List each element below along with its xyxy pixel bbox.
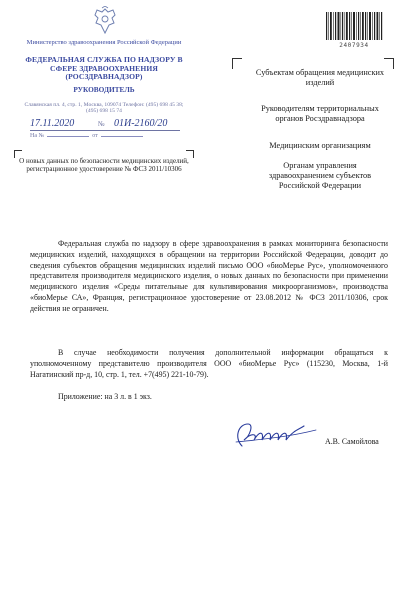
signer-name: А.В. Самойлова	[325, 437, 379, 446]
ref-no-label: На №	[30, 133, 45, 139]
head-title: РУКОВОДИТЕЛЬ	[73, 85, 135, 94]
addressee-3: Медицинским организациям	[269, 141, 371, 150]
registration-number: 01И-2160/20	[114, 118, 168, 129]
addressee-2: Руководителям территориальных органов Росздравнадзора	[261, 104, 379, 123]
coat-of-arms-icon	[92, 6, 118, 36]
addressee-1: Субъектам обращения медицинских изделий	[255, 68, 385, 87]
barcode-icon	[325, 12, 383, 40]
ref-from-blank	[101, 136, 143, 137]
registration-date: 17.11.2020	[30, 118, 75, 129]
addressee-bracket-left	[232, 58, 242, 69]
handwritten-signature	[224, 418, 324, 450]
barcode-number: 2407934	[339, 42, 369, 49]
body-paragraph-2: В случае необходимости получения дополнительной информации обращаться к уполномоченному представителю производителя ООО «биоМерье Рус» (115230, Москва, 1-й Нагатинский пр-д, 10, стр. 1, тел. +7(495) 221-10-79).	[30, 348, 388, 379]
number-prefix: №	[98, 120, 105, 128]
subject-text: О новых данных по безопасности медицинских изделий, регистрационное удостоверение № ФСЗ 2011/10306	[19, 157, 189, 174]
agency-name: ФЕДЕРАЛЬНАЯ СЛУЖБА ПО НАДЗОРУ В СФЕРЕ ЗДРАВООХРАНЕНИЯ (РОСЗДРАВНАДЗОР)	[25, 55, 183, 82]
addressee-4: Органам управления здравоохранением субъектов Российской Федерации	[268, 161, 372, 190]
ref-from-label: от	[92, 133, 98, 139]
attachment-note: Приложение: на 3 л. в 1 экз.	[58, 392, 152, 401]
registration-underline	[30, 130, 180, 131]
registration-line	[30, 120, 190, 132]
body-paragraph-1: Федеральная служба по надзору в сфере здравоохранения в рамках мониторинга безопасности медицинских изделий, находящихся в обращении на территории Российской Федерации, доводит до сведения субъектов обращения медицинских изделий письмо ООО «биоМерье Рус», уполномоченного представителя производителя медицинского изделия, о новых данных по безопасности при применении медицинского изделия «Среды питательные для культивирования микроорганизмов», производства «биоМерье СА», Франция, регистрационное удостоверение от 23.08.2012 № ФСЗ 2011/10306, срок действия не ограничен.	[30, 239, 388, 313]
ministry-name: Министерство здравоохранения Российской Федерации	[26, 39, 182, 46]
ref-no-blank	[47, 136, 89, 137]
reference-line	[30, 133, 190, 139]
agency-address: Славянская пл. 4, стр. 1, Москва, 109074 Телефон: (495) 698 45 38; (495) 698 15 74	[24, 102, 184, 115]
